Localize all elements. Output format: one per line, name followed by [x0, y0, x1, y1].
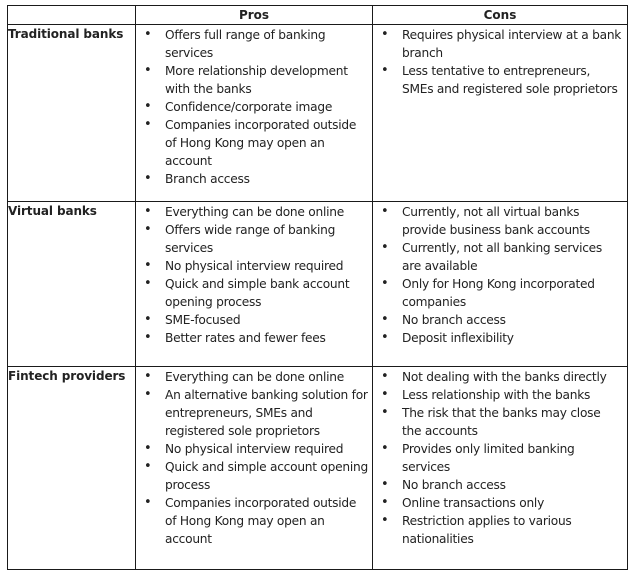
cons-cell — [373, 25, 628, 202]
list-item: • Companies incorporated outside of Hong Kong may open an account — [140, 116, 368, 170]
pros-list — [136, 367, 372, 548]
list-item: • Currently, not all banking services are available — [377, 239, 623, 275]
header-pros: Pros — [136, 6, 373, 25]
row-virtual-banks — [8, 202, 628, 367]
row-label: Virtual banks — [8, 202, 136, 367]
row-fintech-providers — [8, 367, 628, 570]
cons-list — [373, 367, 627, 548]
pros-list — [136, 202, 372, 347]
list-item: • SME-focused — [140, 311, 368, 329]
pros-cons-table — [7, 5, 628, 570]
row-label: Traditional banks — [8, 25, 136, 202]
list-item: • No physical interview required — [140, 440, 368, 458]
list-item: • Everything can be done online — [140, 203, 368, 221]
cons-list — [373, 25, 627, 98]
list-item: • Less relationship with the banks — [377, 386, 623, 404]
list-item: • Requires physical interview at a bank branch — [377, 26, 623, 62]
list-item: • No branch access — [377, 476, 623, 494]
cons-cell — [373, 202, 628, 367]
cons-list — [373, 202, 627, 347]
list-item: • Better rates and fewer fees — [140, 329, 368, 347]
list-item: • Not dealing with the banks directly — [377, 368, 623, 386]
list-item: • Only for Hong Kong incorporated companies — [377, 275, 623, 311]
list-item: • Quick and simple bank account opening process — [140, 275, 368, 311]
list-item: • Offers wide range of banking services — [140, 221, 368, 257]
pros-cell — [136, 202, 373, 367]
list-item: • Currently, not all virtual banks provide business bank accounts — [377, 203, 623, 239]
list-item: • Confidence/corporate image — [140, 98, 368, 116]
list-item: • The risk that the banks may close the accounts — [377, 404, 623, 440]
list-item: • Provides only limited banking services — [377, 440, 623, 476]
pros-list — [136, 25, 372, 188]
list-item: • Quick and simple account opening process — [140, 458, 368, 494]
list-item: • More relationship development with the banks — [140, 62, 368, 98]
row-label: Fintech providers — [8, 367, 136, 570]
list-item: • Online transactions only — [377, 494, 623, 512]
list-item: • Everything can be done online — [140, 368, 368, 386]
list-item: • Less tentative to entrepreneurs, SMEs and registered sole proprietors — [377, 62, 623, 98]
header-empty — [8, 6, 136, 25]
pros-cell — [136, 25, 373, 202]
list-item: • Deposit inflexibility — [377, 329, 623, 347]
list-item: • An alternative banking solution for entrepreneurs, SMEs and registered sole proprietors — [140, 386, 368, 440]
list-item: • Branch access — [140, 170, 368, 188]
list-item: • Offers full range of banking services — [140, 26, 368, 62]
list-item: • No branch access — [377, 311, 623, 329]
cons-cell — [373, 367, 628, 570]
list-item: • No physical interview required — [140, 257, 368, 275]
header-row — [8, 6, 628, 25]
header-cons: Cons — [373, 6, 628, 25]
row-traditional-banks — [8, 25, 628, 202]
pros-cell — [136, 367, 373, 570]
list-item: • Restriction applies to various nationalities — [377, 512, 623, 548]
list-item: • Companies incorporated outside of Hong Kong may open an account — [140, 494, 368, 548]
